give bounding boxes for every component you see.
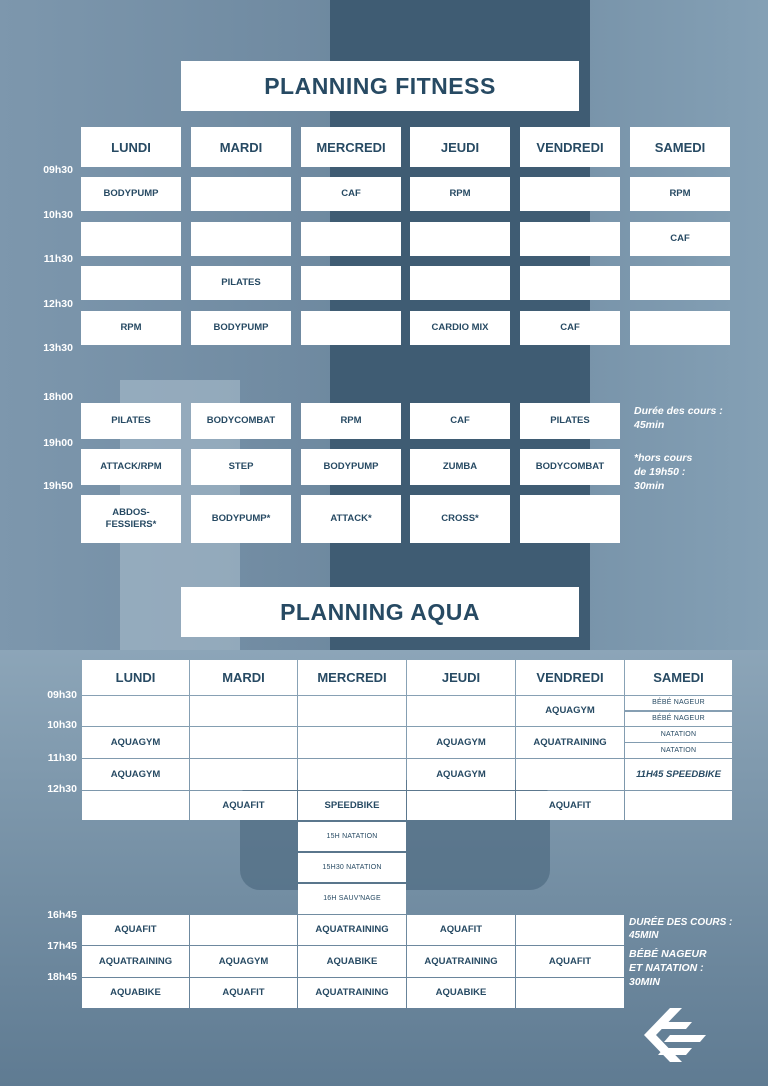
aqua-cell: AQUAFIT — [190, 978, 297, 1008]
aqua-day-mardi: MARDI — [190, 660, 297, 695]
fitness-cell-abdos — [81, 495, 181, 543]
fitness-cell: CROSS* — [410, 495, 510, 543]
note-line: 45MIN — [629, 930, 659, 941]
aqua-cell: AQUABIKE — [298, 946, 406, 977]
fitness-cell — [520, 177, 620, 211]
fitness-cell — [410, 222, 510, 256]
fitness-cell: BODYPUMP — [191, 311, 291, 345]
fitness-time: 19h50 — [43, 480, 73, 492]
aqua-cell: AQUAGYM — [407, 727, 515, 758]
aqua-samedi-cell: NATATION — [625, 727, 732, 742]
aqua-cell: AQUAGYM — [82, 759, 189, 790]
aqua-samedi-cell: NATATION — [625, 743, 732, 758]
aqua-cell: AQUABIKE — [82, 978, 189, 1008]
aqua-cell — [298, 696, 406, 726]
fitness-cell — [81, 222, 181, 256]
fitness-cell: CAF — [520, 311, 620, 345]
aqua-cell: AQUATRAINING — [82, 946, 189, 977]
aqua-samedi-cell — [625, 791, 732, 820]
note-line: DURÉE DES COURS : — [629, 917, 733, 928]
aqua-time: 17h45 — [47, 940, 77, 952]
note-line: BÉBÉ NAGEUR — [629, 948, 707, 960]
fitness-cell — [630, 311, 730, 345]
fitness-duration-note — [634, 404, 723, 432]
aqua-samedi-cell: BÉBÉ NAGEUR — [625, 696, 732, 710]
aqua-cell: SPEEDBIKE — [298, 791, 406, 820]
fitness-cell: RPM — [81, 311, 181, 345]
aqua-cell: AQUAGYM — [516, 696, 624, 726]
fitness-cell: BODYPUMP* — [191, 495, 291, 543]
fitness-time: 10h30 — [43, 209, 73, 221]
aqua-cell — [516, 915, 624, 945]
fitness-time: 18h00 — [43, 391, 73, 403]
fitness-cell — [410, 266, 510, 300]
fitness-cell — [630, 266, 730, 300]
fitness-cell — [520, 266, 620, 300]
aqua-cell: AQUATRAINING — [298, 978, 406, 1008]
fitness-cell — [520, 495, 620, 543]
aqua-day-samedi: SAMEDI — [625, 660, 732, 695]
aqua-day-mercredi: MERCREDI — [298, 660, 406, 695]
aqua-duration-note — [629, 916, 732, 942]
fitness-time: 12h30 — [43, 298, 73, 310]
fitness-cell: CAF — [410, 403, 510, 439]
aqua-cell: AQUATRAINING — [407, 946, 515, 977]
aqua-cell — [82, 696, 189, 726]
fitness-cell: CAF — [630, 222, 730, 256]
fitness-cell: ATTACK/RPM — [81, 449, 181, 485]
aqua-samedi-cell: BÉBÉ NAGEUR — [625, 712, 732, 726]
note-line: Durée des cours : — [634, 405, 723, 417]
aqua-cell — [190, 759, 297, 790]
fitness-cell — [191, 177, 291, 211]
brand-logo-icon — [640, 1002, 712, 1068]
aqua-cell: AQUAFIT — [407, 915, 515, 945]
fitness-day-jeudi: JEUDI — [410, 127, 510, 167]
aqua-day-vendredi: VENDREDI — [516, 660, 624, 695]
aqua-cell — [298, 727, 406, 758]
aqua-day-lundi: LUNDI — [82, 660, 189, 695]
fitness-cell: BODYCOMBAT — [520, 449, 620, 485]
aqua-time: 18h45 — [47, 971, 77, 983]
fitness-cell: STEP — [191, 449, 291, 485]
note-line: 30MIN — [629, 976, 660, 988]
aqua-exception-note — [629, 947, 707, 989]
fitness-cell: BODYPUMP — [81, 177, 181, 211]
aqua-time: 09h30 — [47, 689, 77, 701]
fitness-cell — [301, 266, 401, 300]
note-line: *hors cours — [634, 452, 693, 464]
fitness-cell — [301, 222, 401, 256]
fitness-day-lundi: LUNDI — [81, 127, 181, 167]
aqua-samedi-cell: 11H45 SPEEDBIKE — [625, 759, 732, 790]
aqua-cell: AQUABIKE — [407, 978, 515, 1008]
aqua-cell — [190, 915, 297, 945]
note-line: 30min — [634, 480, 665, 492]
aqua-cell — [190, 727, 297, 758]
fitness-cell: ATTACK* — [301, 495, 401, 543]
fitness-cell: RPM — [630, 177, 730, 211]
aqua-cell — [298, 759, 406, 790]
aqua-time: 12h30 — [47, 783, 77, 795]
aqua-cell — [516, 759, 624, 790]
aqua-time: 11h30 — [47, 752, 77, 764]
fitness-cell: RPM — [301, 403, 401, 439]
fitness-time: 11h30 — [43, 253, 73, 265]
fitness-cell: CARDIO MIX — [410, 311, 510, 345]
fitness-cell: BODYPUMP — [301, 449, 401, 485]
aqua-cell: AQUAFIT — [190, 791, 297, 820]
fitness-day-vendredi: VENDREDI — [520, 127, 620, 167]
aqua-cell: AQUAGYM — [82, 727, 189, 758]
fitness-cell: PILATES — [191, 266, 291, 300]
aqua-cell — [82, 791, 189, 820]
fitness-cell: RPM — [410, 177, 510, 211]
aqua-cell: AQUATRAINING — [516, 727, 624, 758]
aqua-cell: AQUATRAINING — [298, 915, 406, 945]
aqua-cell: AQUAGYM — [407, 759, 515, 790]
fitness-cell: ZUMBA — [410, 449, 510, 485]
aqua-extra-cell: 15H NATATION — [298, 822, 406, 851]
fitness-time: 19h00 — [43, 437, 73, 449]
note-line: ET NATATION : — [629, 962, 704, 974]
aqua-cell — [190, 696, 297, 726]
aqua-time: 16h45 — [47, 909, 77, 921]
fitness-cell: PILATES — [81, 403, 181, 439]
aqua-cell: AQUAFIT — [516, 946, 624, 977]
fitness-title: PLANNING FITNESS — [181, 61, 579, 111]
fitness-day-mercredi: MERCREDI — [301, 127, 401, 167]
aqua-cell — [516, 978, 624, 1008]
aqua-extra-cell: 16H SAUV'NAGE — [298, 884, 406, 914]
aqua-cell: AQUAFIT — [82, 915, 189, 945]
fitness-cell — [81, 266, 181, 300]
fitness-time: 09h30 — [43, 164, 73, 176]
note-line: de 19h50 : — [634, 466, 686, 478]
fitness-time: 13h30 — [43, 342, 73, 354]
aqua-cell — [407, 791, 515, 820]
aqua-time: 10h30 — [47, 719, 77, 731]
cell-line: FESSIERS* — [105, 519, 157, 530]
note-line: 45min — [634, 419, 665, 431]
fitness-cell: BODYCOMBAT — [191, 403, 291, 439]
cell-line: ABDOS- — [112, 507, 150, 518]
aqua-cell: AQUAFIT — [516, 791, 624, 820]
fitness-exception-note — [634, 451, 692, 493]
aqua-title: PLANNING AQUA — [181, 587, 579, 637]
aqua-cell — [407, 696, 515, 726]
aqua-day-jeudi: JEUDI — [407, 660, 515, 695]
fitness-cell: CAF — [301, 177, 401, 211]
fitness-cell — [301, 311, 401, 345]
fitness-cell: PILATES — [520, 403, 620, 439]
aqua-cell: AQUAGYM — [190, 946, 297, 977]
fitness-day-mardi: MARDI — [191, 127, 291, 167]
fitness-cell — [520, 222, 620, 256]
fitness-cell — [191, 222, 291, 256]
aqua-extra-cell: 15H30 NATATION — [298, 853, 406, 882]
fitness-day-samedi: SAMEDI — [630, 127, 730, 167]
